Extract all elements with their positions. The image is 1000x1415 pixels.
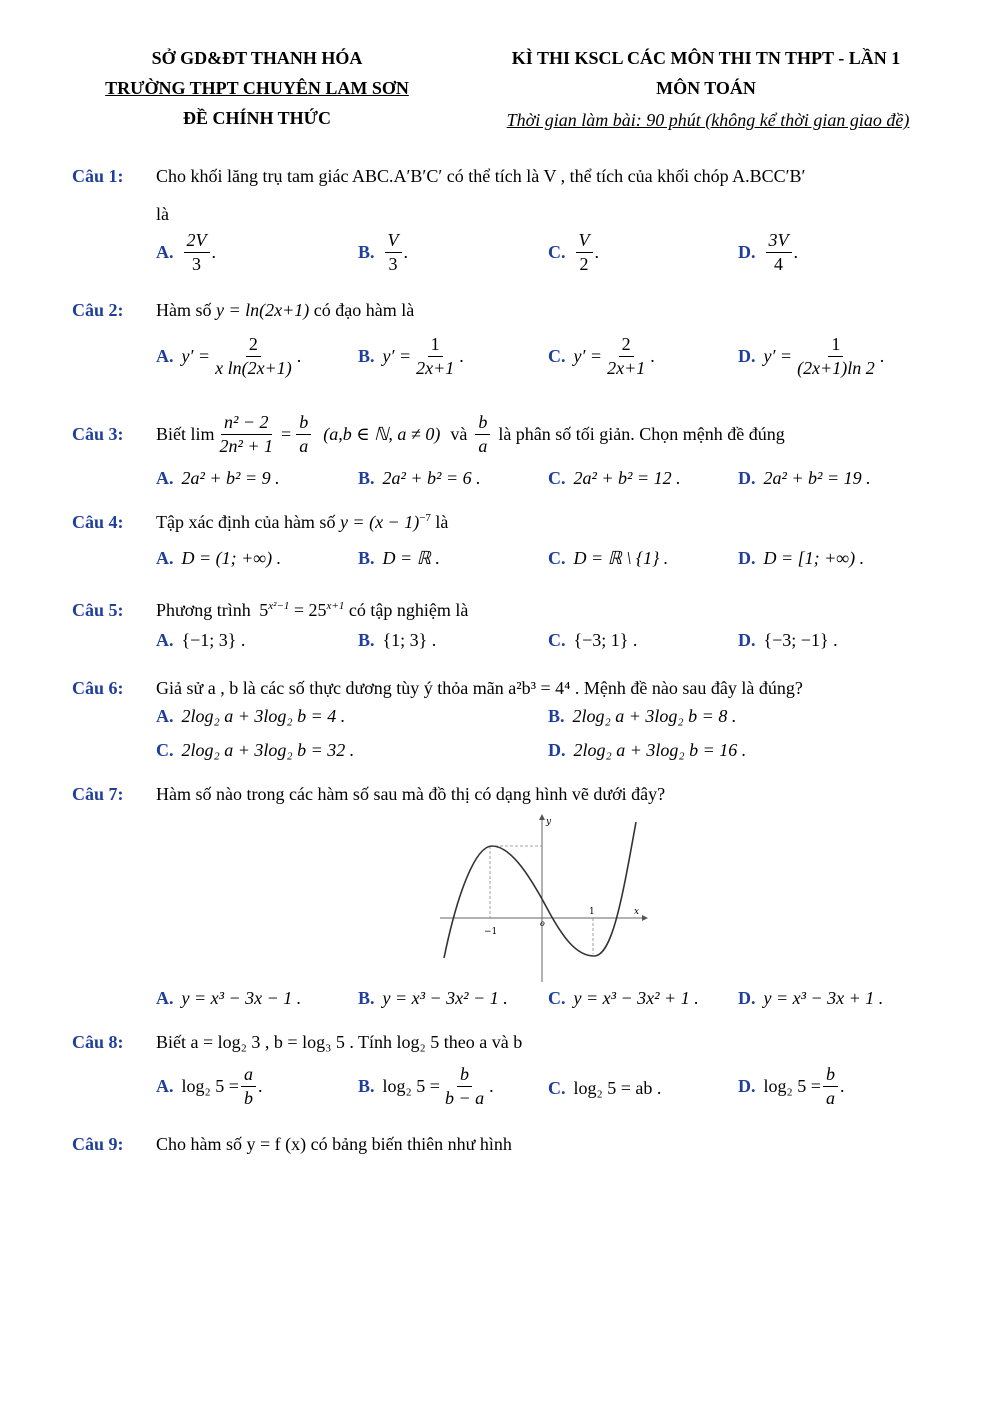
question-3-text-c: là phân số tối giản. Chọn mệnh đề đúng [498, 423, 785, 444]
option-letter: C. [548, 241, 566, 262]
y-axis-label: y [546, 817, 552, 827]
option-text: {−3; 1} . [573, 630, 638, 650]
option-tail: . [459, 345, 464, 366]
question-4-expression: y = (x − 1) [339, 512, 420, 532]
question-3-text-a: Biết lim [156, 423, 215, 444]
question-5-text-b: có tập nghiệm là [348, 600, 469, 620]
limit-fraction: $\frac{\text{n² − 2}}{\text{2n² + 1}}$ [219, 411, 274, 456]
option-text: D = (1; +∞) . [181, 548, 282, 568]
option-text: {1; 3} . [382, 630, 437, 650]
question-2-text [156, 300, 414, 321]
tick-label-1: 1 [589, 907, 595, 917]
question-4-text-a: Tập xác định của hàm số [156, 512, 336, 532]
option-text: D = ℝ . [382, 548, 440, 568]
option-letter: D. [738, 241, 756, 262]
question-2-text-a: Hàm số [156, 300, 212, 320]
option-prefix: y′ = [382, 345, 412, 366]
question-8-text: Biết a = log₂ 3 , b = log₃ 5 . Tính log₂ 5 theo a và b [156, 1032, 523, 1052]
question-8-option-a[interactable] [156, 1064, 262, 1108]
question-5-text-a: Phương trình [156, 600, 251, 620]
school-department: SỞ GD&ĐT THANH HÓA [151, 48, 363, 68]
question-1-option-a[interactable] [156, 230, 216, 274]
option-letter: B. [358, 548, 375, 568]
question-8-option-b[interactable] [358, 1064, 494, 1108]
option-tail: . [594, 241, 599, 262]
question-5-option-a[interactable] [156, 630, 245, 651]
option-letter: A. [156, 1075, 174, 1096]
question-3-option-c[interactable] [548, 468, 681, 489]
question-7-option-a[interactable] [156, 988, 301, 1009]
question-6-option-a[interactable] [156, 706, 345, 727]
question-3-condition: (a,b ∈ ℕ, a ≠ 0) [323, 423, 441, 444]
fraction: $\frac{V}{3}$ [385, 230, 402, 274]
option-letter: D. [738, 345, 756, 366]
function-curve [444, 822, 636, 958]
option-tail: . [211, 241, 216, 262]
question-1-label: Câu 1: [72, 166, 124, 186]
option-letter: A. [156, 548, 174, 568]
option-letter: A. [156, 630, 174, 650]
option-letter: D. [738, 1075, 756, 1096]
question-9-label: Câu 9: [72, 1134, 124, 1154]
question-2-option-b[interactable] [358, 334, 464, 378]
option-text: y = x³ − 3x² + 1 . [573, 988, 699, 1008]
option-letter: D. [548, 740, 566, 760]
fraction: $\frac{2V}{3}$ [184, 230, 210, 274]
question-5-option-c[interactable] [548, 630, 637, 651]
option-text: 2a² + b² = 19 . [763, 468, 871, 488]
option-text: y = x³ − 3x² − 1 . [382, 988, 508, 1008]
question-6-option-b[interactable] [548, 706, 736, 727]
option-letter: A. [156, 468, 174, 488]
option-text: 2log₂ a + 3log₂ b = 32 . [181, 740, 355, 760]
question-5-option-b[interactable] [358, 630, 436, 651]
question-8-label: Câu 8: [72, 1032, 124, 1052]
y-axis-arrow [539, 814, 545, 820]
fraction: $\frac{V}{2}$ [576, 230, 593, 274]
option-letter: B. [358, 1075, 375, 1096]
question-7-option-d[interactable] [738, 988, 883, 1009]
option-tail: . [257, 1075, 263, 1096]
option-prefix: y′ = [181, 345, 211, 366]
question-3-option-a[interactable] [156, 468, 280, 489]
question-7-text: Hàm số nào trong các hàm số sau mà đồ thị có dạng hình vẽ dưới đây? [156, 784, 666, 804]
option-letter: C. [548, 1078, 566, 1098]
question-5-text [156, 600, 468, 621]
subject-title: MÔN TOÁN [656, 78, 756, 98]
option-letter: C. [156, 740, 174, 760]
question-5-base: 5 [259, 600, 269, 620]
question-5-equals: = 25 [289, 600, 327, 620]
exam-title: KÌ THI KSCL CÁC MÔN THI TN THPT - LẦN 1 [511, 48, 901, 68]
question-1-option-b[interactable] [358, 230, 408, 274]
question-9-text: Cho hàm số y = f (x) có bảng biến thiên như hình [156, 1134, 512, 1154]
option-letter: C. [548, 548, 566, 568]
question-5-label: Câu 5: [72, 600, 124, 620]
option-tail: . [403, 241, 409, 262]
question-8-option-d[interactable] [738, 1064, 844, 1108]
question-8-option-c[interactable] [548, 1078, 661, 1099]
fraction: $\frac{1}{2x+1}$ [416, 334, 455, 378]
option-letter: C. [548, 345, 566, 366]
option-text: y = x³ − 3x − 1 . [181, 988, 302, 1008]
option-letter: B. [358, 468, 375, 488]
option-letter: D. [738, 548, 756, 568]
option-text: D = ℝ \ {1} . [573, 548, 669, 568]
option-prefix: log₂ 5 = [382, 1075, 440, 1096]
option-text: 2log₂ a + 3log₂ b = 16 . [573, 740, 747, 760]
option-tail: . [793, 241, 798, 262]
option-letter: B. [358, 345, 375, 366]
option-letter: A. [156, 345, 174, 366]
option-letter: A. [156, 241, 174, 262]
option-tail: . [879, 345, 885, 366]
option-letter: D. [738, 988, 756, 1008]
option-text: 2a² + b² = 12 . [573, 468, 681, 488]
fraction: $\frac{a}{b}$ [241, 1064, 256, 1108]
fraction-b-over-a: $\frac{b}{a}$ [296, 412, 311, 456]
option-prefix: y′ = [763, 345, 793, 366]
question-6-option-d[interactable] [548, 740, 746, 761]
option-text: D = [1; +∞) . [763, 548, 865, 568]
question-2-expression: y = ln(2x+1) [216, 300, 310, 320]
fraction: $\frac{2}{2x+1}$ [607, 334, 646, 378]
cubic-function-graph [436, 810, 658, 985]
question-7-label: Câu 7: [72, 784, 124, 804]
option-text: log₂ 5 = ab . [573, 1078, 662, 1098]
question-1-text-cont: là [156, 204, 169, 224]
option-text: {−3; −1} . [763, 630, 838, 650]
question-4-label: Câu 4: [72, 512, 124, 532]
option-text: 2log₂ a + 3log₂ b = 4 . [181, 706, 346, 726]
option-letter: D. [738, 468, 756, 488]
question-4-option-a[interactable] [156, 548, 281, 569]
option-tail: . [489, 1075, 494, 1096]
fraction: $\frac{2}{\text{x ln(2x+1)}}$ [215, 334, 292, 378]
time-limit: Thời gian làm bài: 90 phút (không kể thời gian giao đề) [506, 110, 910, 130]
question-1-option-c[interactable] [548, 230, 599, 274]
fraction: $\frac{3V}{4}$ [766, 230, 792, 274]
question-4-text [156, 512, 448, 533]
equals-sign: = [281, 423, 292, 444]
question-2-text-b: có đạo hàm là [313, 300, 415, 320]
option-prefix: log₂ 5 = [181, 1075, 239, 1096]
question-3-text [156, 406, 785, 462]
option-tail: . [839, 1075, 845, 1096]
option-text: {−1; 3} . [181, 630, 246, 650]
option-text: 2log₂ a + 3log₂ b = 8 . [572, 706, 737, 726]
question-7-option-c[interactable] [548, 988, 699, 1009]
question-4-option-b[interactable] [358, 548, 440, 569]
question-6-text: Giả sử a , b là các số thực dương tùy ý thỏa mãn a²b³ = 4⁴ . Mệnh đề nào sau đây là đúng? [156, 678, 803, 698]
question-3-option-b[interactable] [358, 468, 481, 489]
option-letter: C. [548, 630, 566, 650]
option-letter: B. [358, 241, 375, 262]
question-2-label: Câu 2: [72, 300, 124, 320]
question-3-label: Câu 3: [72, 424, 124, 444]
question-6-option-c[interactable] [156, 740, 354, 761]
option-prefix: log₂ 5 = [763, 1075, 821, 1096]
question-7-option-b[interactable] [358, 988, 508, 1009]
question-3-text-b: và [450, 423, 468, 444]
question-1-option-d[interactable] [738, 230, 798, 274]
option-text: 2a² + b² = 9 . [181, 468, 280, 488]
origin-label: o [540, 919, 545, 928]
question-4-option-c[interactable] [548, 548, 668, 569]
question-4-text-b: là [435, 512, 449, 532]
school-name: TRƯỜNG THPT CHUYÊN LAM SƠN [105, 78, 409, 98]
question-5-exponent-2: x+1 [326, 600, 345, 612]
question-5-exponent-1: x²−1 [268, 600, 290, 612]
option-tail: . [296, 345, 302, 366]
option-letter: B. [358, 988, 375, 1008]
option-letter: B. [358, 630, 375, 650]
question-3-option-d[interactable] [738, 468, 871, 489]
question-2-option-c[interactable] [548, 334, 655, 378]
question-2-option-d[interactable] [738, 334, 884, 378]
fraction: $\frac{1}{(2x+1)\ln 2}$ [797, 334, 875, 378]
option-tail: . [650, 345, 655, 366]
option-text: y = x³ − 3x + 1 . [763, 988, 884, 1008]
x-axis-label: x [634, 907, 640, 917]
fraction: $\frac{b}{a}$ [823, 1064, 838, 1108]
option-letter: C. [548, 468, 566, 488]
fraction: $\frac{b}{b - a}$ [444, 1064, 485, 1108]
x-axis-arrow [642, 915, 648, 921]
option-letter: D. [738, 630, 756, 650]
question-4-exponent: −7 [419, 512, 431, 524]
question-2-option-a[interactable] [156, 334, 301, 378]
question-6-label: Câu 6: [72, 678, 124, 698]
option-text: 2a² + b² = 6 . [382, 468, 481, 488]
question-4-option-d[interactable] [738, 548, 864, 569]
option-prefix: y′ = [573, 345, 603, 366]
option-letter: B. [548, 706, 565, 726]
option-letter: C. [548, 988, 566, 1008]
option-letter: A. [156, 988, 174, 1008]
fraction-b-over-a-2: $\frac{b}{a}$ [475, 412, 490, 456]
tick-label-minus-1: −1 [484, 927, 498, 937]
question-5-option-d[interactable] [738, 630, 838, 651]
option-letter: A. [156, 706, 174, 726]
official-exam-label: ĐỀ CHÍNH THỨC [182, 108, 332, 128]
question-1-text: Cho khối lăng trụ tam giác ABC.A′B′C′ có thể tích là V , thể tích của khối chóp A.BCC′B′ [156, 166, 806, 186]
